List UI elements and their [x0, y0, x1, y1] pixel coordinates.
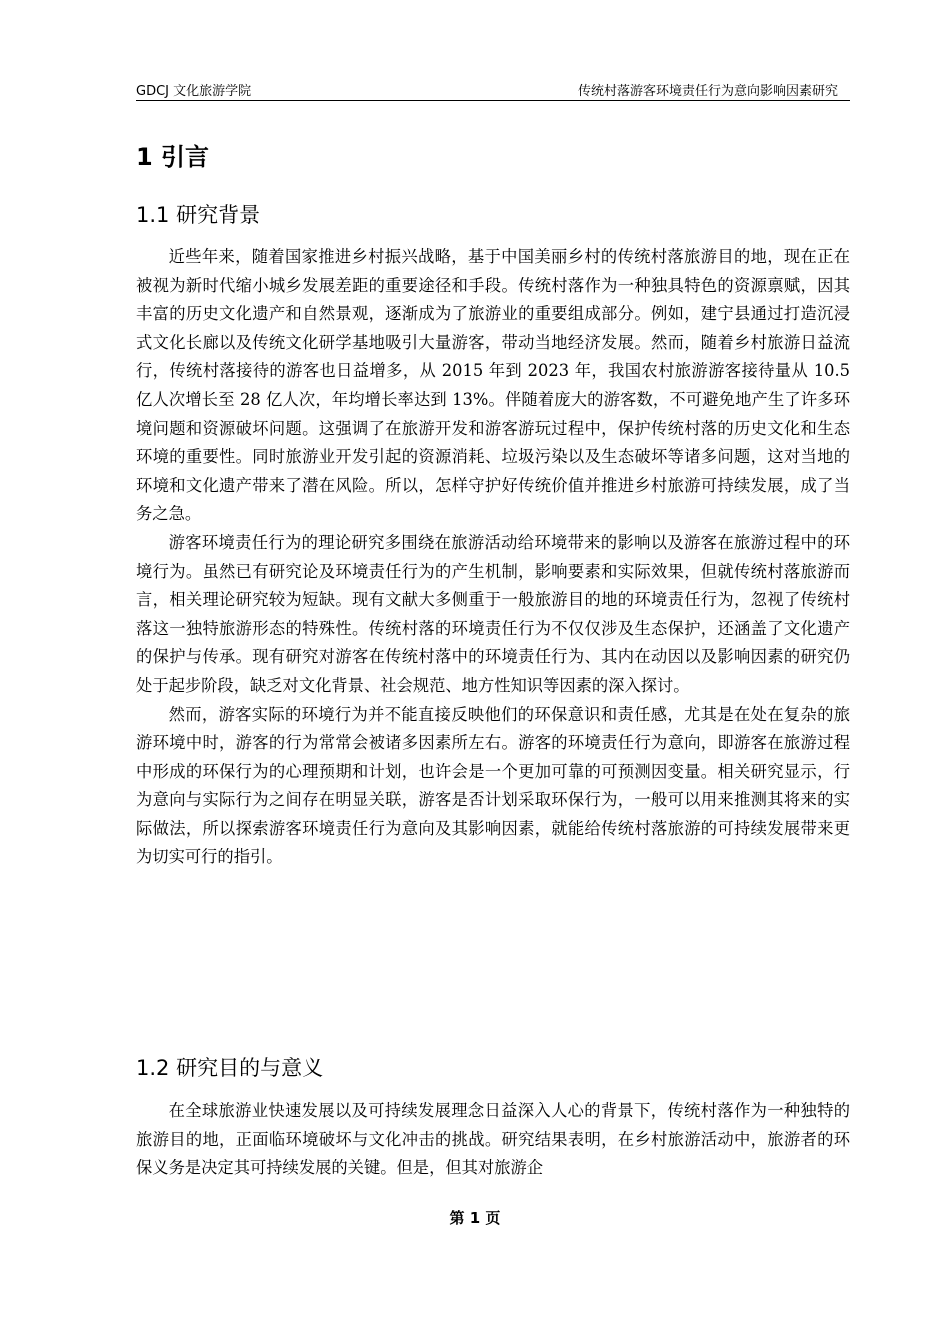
section-body-purpose	[136, 1097, 850, 1183]
page-number: 第 1 页	[449, 1209, 501, 1227]
paragraph: 然而，游客实际的环境行为并不能直接反映他们的环保意识和责任感，尤其是在处在复杂的旅游环境中时，游客的行为常常会被诸多因素所左右。游客的环境责任行为意向，即游客在旅游过程中形成的环保行为的心理预期和计划，也许会是一个更加可靠的可预测因变量。相关研究显示，行为意向与实际行为之间存在明显关联，游客是否计划采取环保行为，一般可以用来推测其将来的实际做法，所以探索游客环境责任行为意向及其影响因素，就能给传统村落旅游的可持续发展带来更为切实可行的指引。	[136, 704, 850, 867]
chapter-title: 1 引言	[136, 143, 210, 171]
paragraph: 在全球旅游业快速发展以及可持续发展理念日益深入人心的背景下，传统村落作为一种独特的旅游目的地，正面临环境破坏与文化冲击的挑战。研究结果表明，在乡村旅游活动中，旅游者的环保义务是决定其可持续发展的关键。但是，但其对旅游企	[136, 1101, 850, 1178]
paragraph: 近些年来，随着国家推进乡村振兴战略，基于中国美丽乡村的传统村落旅游目的地，现在正在被视为新时代缩小城乡发展差距的重要途径和手段。传统村落作为一种独具特色的资源禀赋，因其丰富的历史文化遗产和自然景观，逐渐成为了旅游业的重要组成部分。例如，建宁县通过打造沉浸式文化长廊以及传统文化研学基地吸引大量游客，带动当地经济发展。然而，随着乡村旅游日益流行，传统村落接待的游客也日益增多，从 2015 年到 2023 年，我国农村旅游游客接待量从 10.5 亿人次增长至 28 亿人次，年均增长率达到 13%。伴随着庞大的游客数，不可避免地产生了许多环境问题和资源破坏问题。这强调了在旅游开发和游客游玩过程中，保护传统村落的历史文化和生态环境的重要性。同时旅游业开发引起的资源消耗、垃圾污染以及生态破坏等诸多问题，这对当地的环境和文化遗产带来了潜在风险。所以，怎样守护好传统价值并推进乡村旅游可持续发展，成了当务之急。	[136, 247, 850, 524]
running-header	[136, 78, 850, 101]
section-body-background	[136, 243, 850, 872]
paragraph: 游客环境责任行为的理论研究多围绕在旅游活动给环境带来的影响以及游客在旅游过程中的环境行为。虽然已有研究论及环境责任行为的产生机制，影响要素和实际效果，但就传统村落旅游而言，相关理论研究较为短缺。现有文献大多侧重于一般旅游目的地的环境责任行为，忽视了传统村落这一独特旅游形态的特殊性。传统村落的环境责任行为不仅仅涉及生态保护，还涵盖了文化遗产的保护与传承。现有研究对游客在传统村落中的环境责任行为、其内在动因以及影响因素的研究仍处于起步阶段，缺乏对文化背景、社会规范、地方性知识等因素的深入探讨。	[136, 532, 850, 695]
header-paper-title: 传统村落游客环境责任行为意向影响因素研究	[577, 84, 838, 99]
header-institution: GDCJ 文化旅游学院	[136, 84, 252, 99]
section-title-background: 1.1 研究背景	[136, 203, 261, 227]
section-title-purpose: 1.2 研究目的与意义	[136, 1056, 324, 1080]
